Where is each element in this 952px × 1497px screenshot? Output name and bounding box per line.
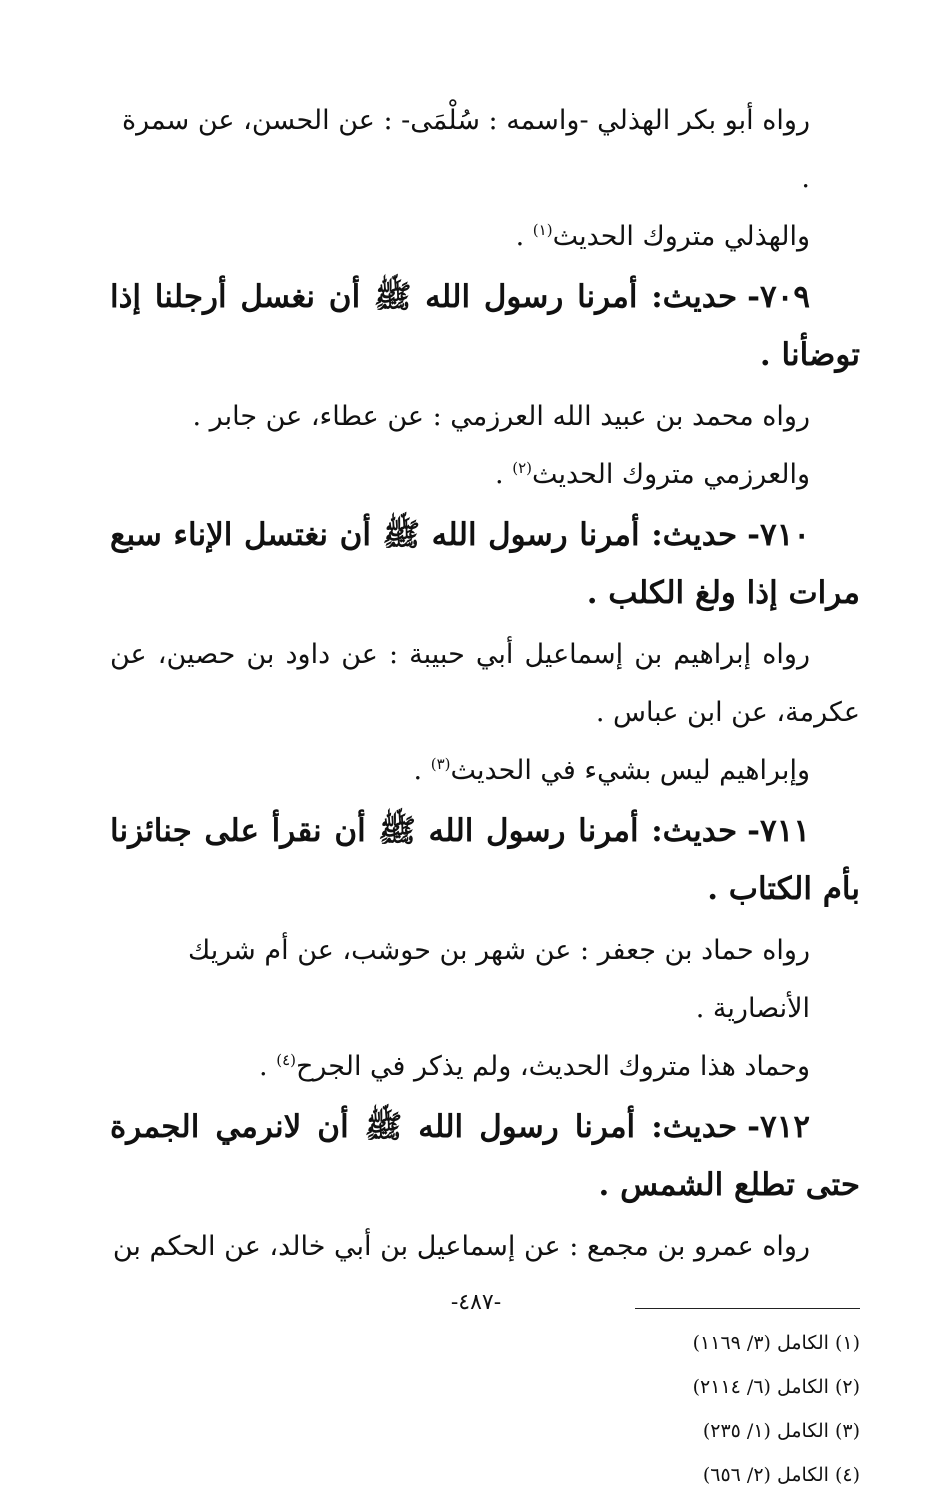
narration-text: رواه عمرو بن مجمع : عن إسماعيل بن أبي خالد، عن الحكم بن <box>112 1231 810 1262</box>
hadith-text: حديث: أمرنا رسول الله ﷺ أن نقرأ على جنائزنا بأم الكتاب . <box>110 813 860 907</box>
page-number: -٤٨٧- <box>450 1290 502 1315</box>
grading-text: والهذلي متروك الحديث <box>552 221 810 252</box>
footnote-ref-2[interactable]: (٢) <box>512 459 532 477</box>
hadith-text: حديث: أمرنا رسول الله ﷺ أن لانرمي الجمرة حتى تطلع الشمس . <box>110 1109 860 1203</box>
narration-abu-bakr <box>110 92 860 208</box>
narration-arzami <box>110 388 860 446</box>
hadith-number: ٧١١- <box>747 813 810 849</box>
footnotes <box>110 1321 860 1497</box>
period: . <box>259 1051 277 1082</box>
grading-text: والعرزمي متروك الحديث <box>531 459 810 490</box>
hadith-712 <box>110 1098 860 1214</box>
grading-arzami <box>110 446 860 504</box>
footnote-4: (٤) الكامل (٢/ ٦٥٦) <box>702 1464 860 1486</box>
narration-text: رواه إبراهيم بن إسماعيل أبي حبيبة : عن داود بن حصين، عن عكرمة، عن ابن عباس . <box>110 639 860 728</box>
period: . <box>413 755 431 786</box>
period: . <box>495 459 513 490</box>
footnote-3: (٣) الكامل (١/ ٢٣٥) <box>702 1420 860 1442</box>
narration-ibrahim <box>110 626 860 742</box>
narration-hammad <box>110 922 860 1038</box>
grading-ibrahim <box>110 742 860 800</box>
hadith-number: ٧١٠- <box>747 517 810 553</box>
narration-amr <box>110 1218 860 1276</box>
hadith-711 <box>110 802 860 918</box>
grading-text: وحماد هذا متروك الحديث، ولم يذكر في الجرح <box>295 1051 810 1082</box>
hadith-709 <box>110 268 860 384</box>
period: . <box>515 221 533 252</box>
grading-hammad <box>110 1038 860 1096</box>
grading-text: وإبراهيم ليس بشيء في الحديث <box>450 755 810 786</box>
hadith-710 <box>110 506 860 622</box>
hadith-number: ٧١٢- <box>747 1109 810 1145</box>
narration-text: رواه محمد بن عبيد الله العرزمي : عن عطاء، عن جابر . <box>192 401 810 432</box>
footnote-ref-3[interactable]: (٣) <box>430 755 451 773</box>
footnote-ref-1[interactable]: (١) <box>532 221 553 239</box>
hadith-text: حديث: أمرنا رسول الله ﷺ أن نغسل أرجلنا إذا توضأنا . <box>110 279 860 373</box>
footnote-1: (١) الكامل (٣/ ١١٦٩) <box>692 1332 860 1354</box>
footnote-2: (٢) الكامل (٦/ ٢١١٤) <box>692 1376 860 1398</box>
hadith-number: ٧٠٩- <box>747 279 810 315</box>
grading-hudhali <box>110 208 860 266</box>
narration-text: رواه أبو بكر الهذلي -واسمه : سُلْمَى- : عن الحسن، عن سمرة . <box>122 105 810 194</box>
hadith-text: حديث: أمرنا رسول الله ﷺ أن نغتسل الإناء سبع مرات إذا ولغ الكلب . <box>110 517 860 611</box>
footnote-ref-4[interactable]: (٤) <box>276 1051 296 1069</box>
narration-text: رواه حماد بن جعفر : عن شهر بن حوشب، عن أم شريك الأنصارية . <box>188 935 810 1024</box>
